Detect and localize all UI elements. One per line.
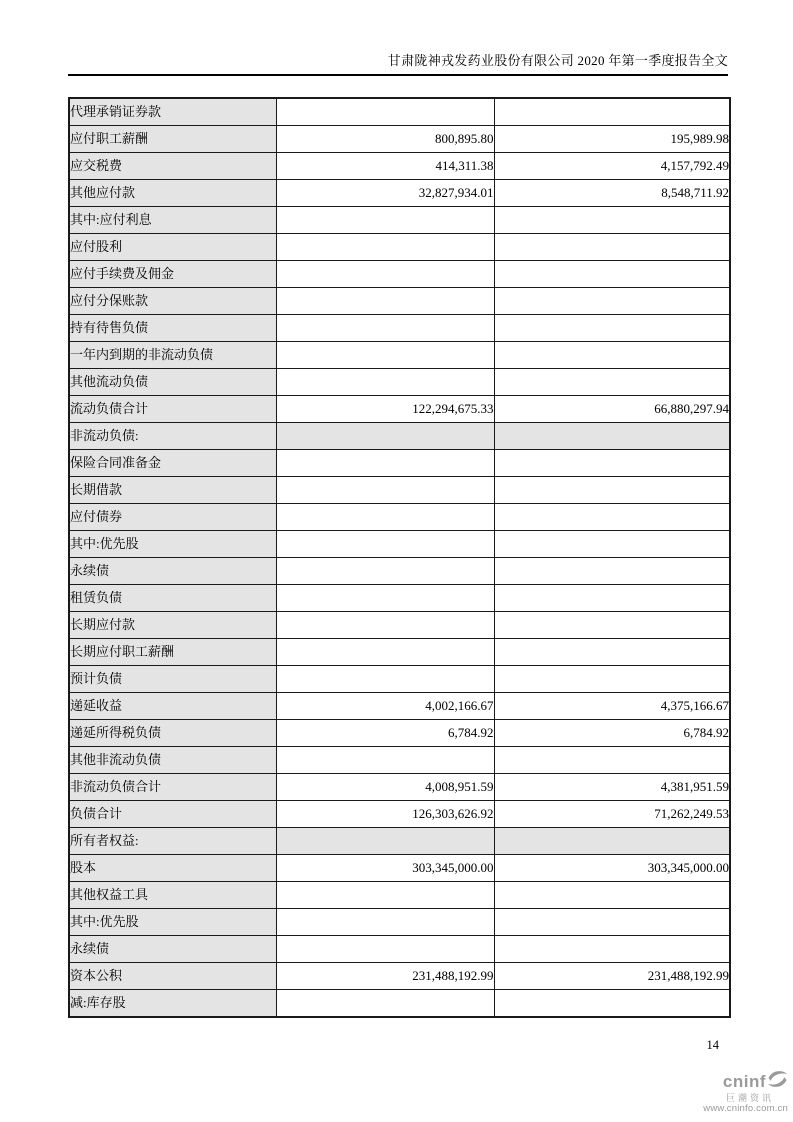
table-row bbox=[69, 720, 730, 747]
row-value-current bbox=[276, 450, 494, 477]
table-row bbox=[69, 126, 730, 153]
row-value-prior bbox=[494, 639, 730, 666]
cninfo-logo-text: cninf bbox=[722, 1071, 766, 1091]
row-value-current: 32,827,934.01 bbox=[276, 180, 494, 207]
table-row bbox=[69, 693, 730, 720]
row-value-current bbox=[276, 477, 494, 504]
row-value-prior: 6,784.92 bbox=[494, 720, 730, 747]
table-body bbox=[69, 98, 730, 1017]
row-label: 预计负债 bbox=[69, 666, 276, 693]
table-row bbox=[69, 774, 730, 801]
row-value-prior: 195,989.98 bbox=[494, 126, 730, 153]
row-label: 持有待售负债 bbox=[69, 315, 276, 342]
row-label: 流动负债合计 bbox=[69, 396, 276, 423]
cninfo-url: www.cninfo.com.cn bbox=[703, 1102, 788, 1114]
row-label: 租赁负债 bbox=[69, 585, 276, 612]
row-value-prior bbox=[494, 882, 730, 909]
row-label: 长期应付职工薪酬 bbox=[69, 639, 276, 666]
row-value-prior bbox=[494, 828, 730, 855]
row-label: 非流动负债合计 bbox=[69, 774, 276, 801]
row-value-current bbox=[276, 990, 494, 1018]
table-row bbox=[69, 801, 730, 828]
table-row bbox=[69, 207, 730, 234]
table-row bbox=[69, 342, 730, 369]
table-row bbox=[69, 288, 730, 315]
row-label: 应付分保账款 bbox=[69, 288, 276, 315]
row-value-prior bbox=[494, 315, 730, 342]
row-value-prior bbox=[494, 261, 730, 288]
row-value-prior bbox=[494, 990, 730, 1018]
row-value-current bbox=[276, 558, 494, 585]
table-row bbox=[69, 963, 730, 990]
table-row bbox=[69, 882, 730, 909]
cninfo-chinese-name: 巨潮资讯 bbox=[725, 1093, 774, 1104]
row-value-prior: 4,157,792.49 bbox=[494, 153, 730, 180]
row-value-prior bbox=[494, 747, 730, 774]
row-value-current bbox=[276, 504, 494, 531]
balance-sheet-table bbox=[68, 97, 731, 1018]
row-label: 股本 bbox=[69, 855, 276, 882]
row-value-current bbox=[276, 98, 494, 126]
row-label: 其中:优先股 bbox=[69, 531, 276, 558]
row-value-current bbox=[276, 342, 494, 369]
row-label: 代理承销证券款 bbox=[69, 98, 276, 126]
table-row bbox=[69, 558, 730, 585]
row-value-current: 231,488,192.99 bbox=[276, 963, 494, 990]
table-row bbox=[69, 477, 730, 504]
row-value-current bbox=[276, 936, 494, 963]
row-value-prior bbox=[494, 909, 730, 936]
table-row bbox=[69, 990, 730, 1018]
table-row bbox=[69, 153, 730, 180]
row-value-prior: 4,375,166.67 bbox=[494, 693, 730, 720]
table-row bbox=[69, 98, 730, 126]
row-value-current bbox=[276, 531, 494, 558]
row-value-current: 6,784.92 bbox=[276, 720, 494, 747]
row-value-prior bbox=[494, 504, 730, 531]
cninfo-swoosh-icon bbox=[767, 1070, 788, 1093]
row-label: 长期应付款 bbox=[69, 612, 276, 639]
row-value-prior bbox=[494, 450, 730, 477]
row-value-prior bbox=[494, 531, 730, 558]
row-value-current bbox=[276, 207, 494, 234]
row-label: 其中:应付利息 bbox=[69, 207, 276, 234]
row-label: 应付手续费及佣金 bbox=[69, 261, 276, 288]
row-value-prior bbox=[494, 369, 730, 396]
row-value-current bbox=[276, 315, 494, 342]
row-label: 负债合计 bbox=[69, 801, 276, 828]
table-row bbox=[69, 639, 730, 666]
row-value-current bbox=[276, 234, 494, 261]
row-label: 递延收益 bbox=[69, 693, 276, 720]
row-value-current bbox=[276, 882, 494, 909]
row-label: 其中:优先股 bbox=[69, 909, 276, 936]
row-value-current bbox=[276, 261, 494, 288]
row-value-current: 122,294,675.33 bbox=[276, 396, 494, 423]
row-value-current: 414,311.38 bbox=[276, 153, 494, 180]
row-value-prior bbox=[494, 342, 730, 369]
page-header-title: 甘肃陇神戎发药业股份有限公司 2020 年第一季度报告全文 bbox=[387, 53, 728, 68]
row-value-prior bbox=[494, 558, 730, 585]
page-number: 14 bbox=[706, 1038, 719, 1052]
row-label: 其他非流动负债 bbox=[69, 747, 276, 774]
row-value-current: 4,008,951.59 bbox=[276, 774, 494, 801]
table-row bbox=[69, 909, 730, 936]
row-value-current: 126,303,626.92 bbox=[276, 801, 494, 828]
row-value-prior bbox=[494, 98, 730, 126]
header-rule bbox=[68, 74, 728, 76]
row-label: 递延所得税负债 bbox=[69, 720, 276, 747]
table-row bbox=[69, 180, 730, 207]
row-value-current: 303,345,000.00 bbox=[276, 855, 494, 882]
table-row bbox=[69, 234, 730, 261]
row-value-prior bbox=[494, 234, 730, 261]
row-value-current: 800,895.80 bbox=[276, 126, 494, 153]
table-row bbox=[69, 261, 730, 288]
row-value-current bbox=[276, 423, 494, 450]
row-label: 其他应付款 bbox=[69, 180, 276, 207]
table-row bbox=[69, 504, 730, 531]
logo-brand-row bbox=[703, 1070, 788, 1093]
row-value-current bbox=[276, 585, 494, 612]
row-value-current bbox=[276, 639, 494, 666]
row-value-prior: 4,381,951.59 bbox=[494, 774, 730, 801]
row-label: 应付职工薪酬 bbox=[69, 126, 276, 153]
row-value-prior bbox=[494, 288, 730, 315]
row-value-current bbox=[276, 369, 494, 396]
row-value-prior: 66,880,297.94 bbox=[494, 396, 730, 423]
table-row bbox=[69, 936, 730, 963]
table-row bbox=[69, 315, 730, 342]
row-value-prior bbox=[494, 936, 730, 963]
row-value-prior bbox=[494, 585, 730, 612]
row-label: 非流动负债: bbox=[69, 423, 276, 450]
row-value-prior bbox=[494, 612, 730, 639]
row-label: 其他权益工具 bbox=[69, 882, 276, 909]
table-row bbox=[69, 531, 730, 558]
table-row bbox=[69, 855, 730, 882]
row-value-current bbox=[276, 828, 494, 855]
row-label: 一年内到期的非流动负债 bbox=[69, 342, 276, 369]
row-label: 应付债券 bbox=[69, 504, 276, 531]
row-label: 保险合同准备金 bbox=[69, 450, 276, 477]
footer-logo bbox=[703, 1070, 788, 1115]
row-value-prior: 231,488,192.99 bbox=[494, 963, 730, 990]
row-label: 资本公积 bbox=[69, 963, 276, 990]
row-value-current bbox=[276, 612, 494, 639]
section-row bbox=[69, 828, 730, 855]
table-row bbox=[69, 612, 730, 639]
row-value-prior: 303,345,000.00 bbox=[494, 855, 730, 882]
row-label: 应付股利 bbox=[69, 234, 276, 261]
table-row bbox=[69, 369, 730, 396]
row-label: 其他流动负债 bbox=[69, 369, 276, 396]
row-value-current bbox=[276, 909, 494, 936]
row-value-current bbox=[276, 747, 494, 774]
table-row bbox=[69, 747, 730, 774]
table-row bbox=[69, 666, 730, 693]
row-value-prior bbox=[494, 207, 730, 234]
row-value-current: 4,002,166.67 bbox=[276, 693, 494, 720]
section-row bbox=[69, 423, 730, 450]
row-label: 所有者权益: bbox=[69, 828, 276, 855]
row-label: 永续债 bbox=[69, 936, 276, 963]
row-value-prior bbox=[494, 666, 730, 693]
row-value-prior bbox=[494, 423, 730, 450]
row-value-prior: 71,262,249.53 bbox=[494, 801, 730, 828]
table-row bbox=[69, 396, 730, 423]
row-label: 减:库存股 bbox=[69, 990, 276, 1018]
table-row bbox=[69, 585, 730, 612]
row-label: 应交税费 bbox=[69, 153, 276, 180]
row-value-current bbox=[276, 288, 494, 315]
row-value-prior bbox=[494, 477, 730, 504]
row-label: 永续债 bbox=[69, 558, 276, 585]
row-label: 长期借款 bbox=[69, 477, 276, 504]
row-value-current bbox=[276, 666, 494, 693]
table-row bbox=[69, 450, 730, 477]
row-value-prior: 8,548,711.92 bbox=[494, 180, 730, 207]
